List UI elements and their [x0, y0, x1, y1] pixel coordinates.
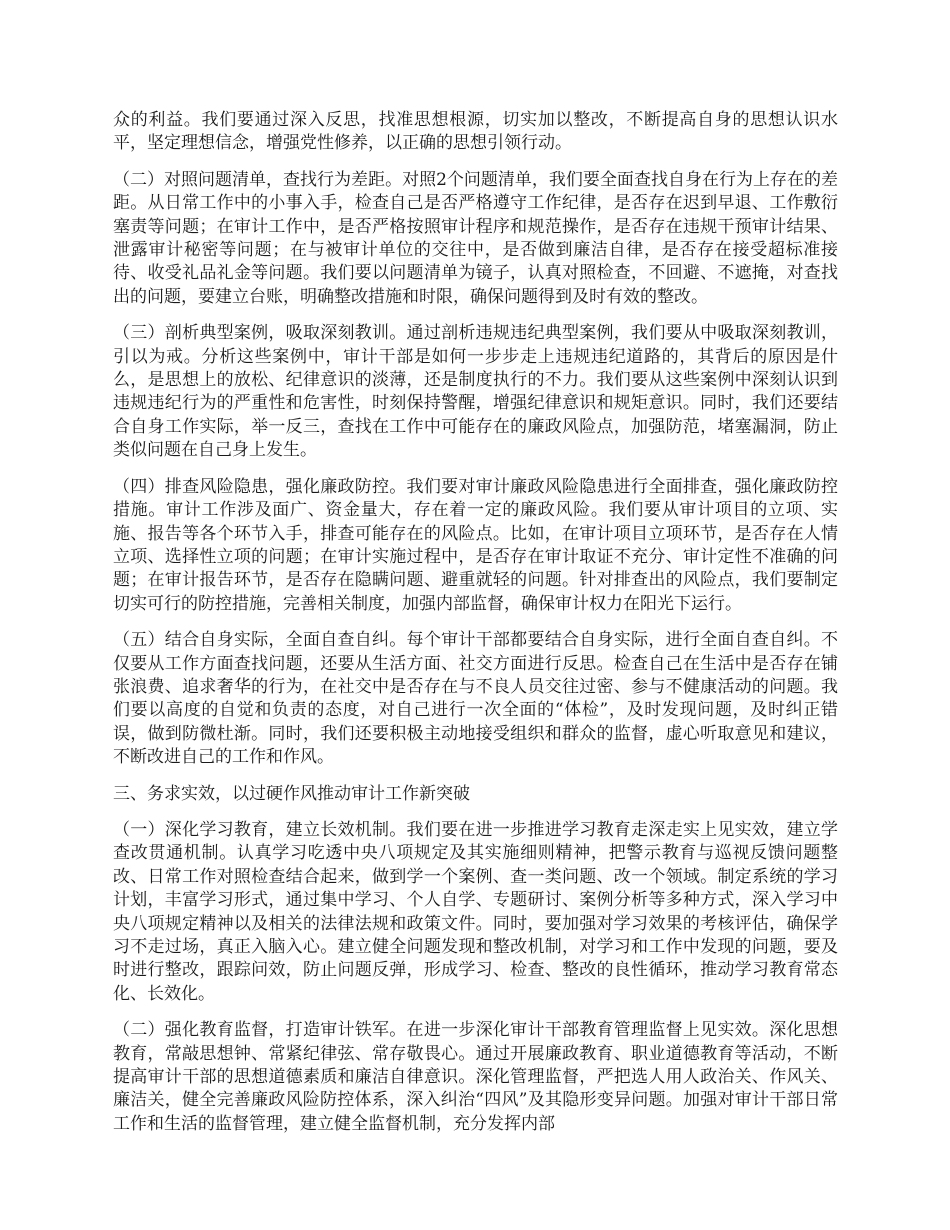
section-heading: 三、务求实效，以过硬作风推动审计工作新突破 — [113, 783, 470, 804]
paragraph-3: （三）剖析典型案例，吸取深刻教训。通过剖析违规违纪典型案例，我们要从中吸取深刻教训，引以为戒。分析这些案例中，审计干部是如何一步步走上违规违纪道路的，其背后的原因是什么，是思想上的放松、纪律意识的淡薄，还是制度执行的不力。我们要从这些案例中深刻认识到违规违纪行为的严重性和危害性，时刻保持警醒，增强纪律意识和规矩意识。同时，我们还要结合自身工作实际，举一反三，查找在工作中可能存在的廉政风险点，加强防范，堵塞漏洞，防止类似问题在自己身上发生。 — [113, 323, 838, 461]
paragraph-7: （二）强化教育监督，打造审计铁军。在进一步深化审计干部教育管理监督上见实效。深化思想教育，常敲思想钟、常紧纪律弦、常存敬畏心。通过开展廉政教育、职业道德教育等活动，不断提高审计干部的思想道德素质和廉洁自律意识。深化管理监督，严把选人用人政治关、作风关、廉洁关，健全完善廉政风险防控体系，深入纠治“四风”及其隐形变异问题。加强对审计干部日常工作和生活的监督管理，建立健全监督机制，充分发挥内部 — [113, 1020, 838, 1134]
document-body — [113, 109, 838, 1149]
paragraph-2: （二）对照问题清单，查找行为差距。对照2个问题清单，我们要全面查找自身在行为上存在的差距。从日常工作中的小事入手，检查自己是否严格遵守工作纪律，是否存在迟到早退、工作敷衍塞责等问题；在审计工作中，是否严格按照审计程序和规范操作，是否存在违规干预审计结果、泄露审计秘密等问题；在与被审计单位的交往中，是否做到廉洁自律，是否存在接受超标准接待、收受礼品礼金等问题。我们要以问题清单为镜子，认真对照检查，不回避、不遮掩，对查找出的问题，要建立台账，明确整改措施和时限，确保问题得到及时有效的整改。 — [113, 169, 838, 307]
paragraph-5: （五）结合自身实际，全面自查自纠。每个审计干部都要结合自身实际，进行全面自查自纠。不仅要从工作方面查找问题，还要从生活方面、社交方面进行反思。检查自己在生活中是否存在铺张浪费、追求奢华的行为，在社交中是否存在与不良人员交往过密、参与不健康活动的问题。我们要以高度的自觉和负责的态度，对自己进行一次全面的“体检”，及时发现问题，及时纠正错误，做到防微杜渐。同时，我们还要积极主动地接受组织和群众的监督，虚心听取意见和建议，不断改进自己的工作和作风。 — [113, 630, 838, 768]
paragraph-4: （四）排查风险隐患，强化廉政防控。我们要对审计廉政风险隐患进行全面排查，强化廉政防控措施。审计工作涉及面广、资金量大，存在着一定的廉政风险。我们要从审计项目的立项、实施、报告等各个环节入手，排查可能存在的风险点。比如，在审计项目立项环节，是否存在人情立项、选择性立项的问题；在审计实施过程中，是否存在审计取证不充分、审计定性不准确的问题；在审计报告环节，是否存在隐瞒问题、避重就轻的问题。针对排查出的风险点，我们要制定切实可行的防控措施，完善相关制度，加强内部监督，确保审计权力在阳光下运行。 — [113, 476, 838, 614]
paragraph-6: （一）深化学习教育，建立长效机制。我们要在进一步推进学习教育走深走实上见实效，建立学查改贯通机制。认真学习吃透中央八项规定及其实施细则精神，把警示教育与巡视反馈问题整改、日常工作对照检查结合起来，做到学一个案例、查一类问题、改一个领域。制定系统的学习计划，丰富学习形式，通过集中学习、个人自学、专题研讨、案例分析等多种方式，深入学习中央八项规定精神以及相关的法律法规和政策文件。同时，要加强对学习效果的考核评估，确保学习不走过场，真正入脑入心。建立健全问题发现和整改机制，对学习和工作中发现的问题，要及时进行整改，跟踪问效，防止问题反弹，形成学习、检查、整改的良性循环，推动学习教育常态化、长效化。 — [113, 819, 838, 1004]
paragraph-1: 众的利益。我们要通过深入反思，找准思想根源，切实加以整改，不断提高自身的思想认识水平，坚定理想信念，增强党性修养，以正确的思想引领行动。 — [113, 110, 838, 154]
